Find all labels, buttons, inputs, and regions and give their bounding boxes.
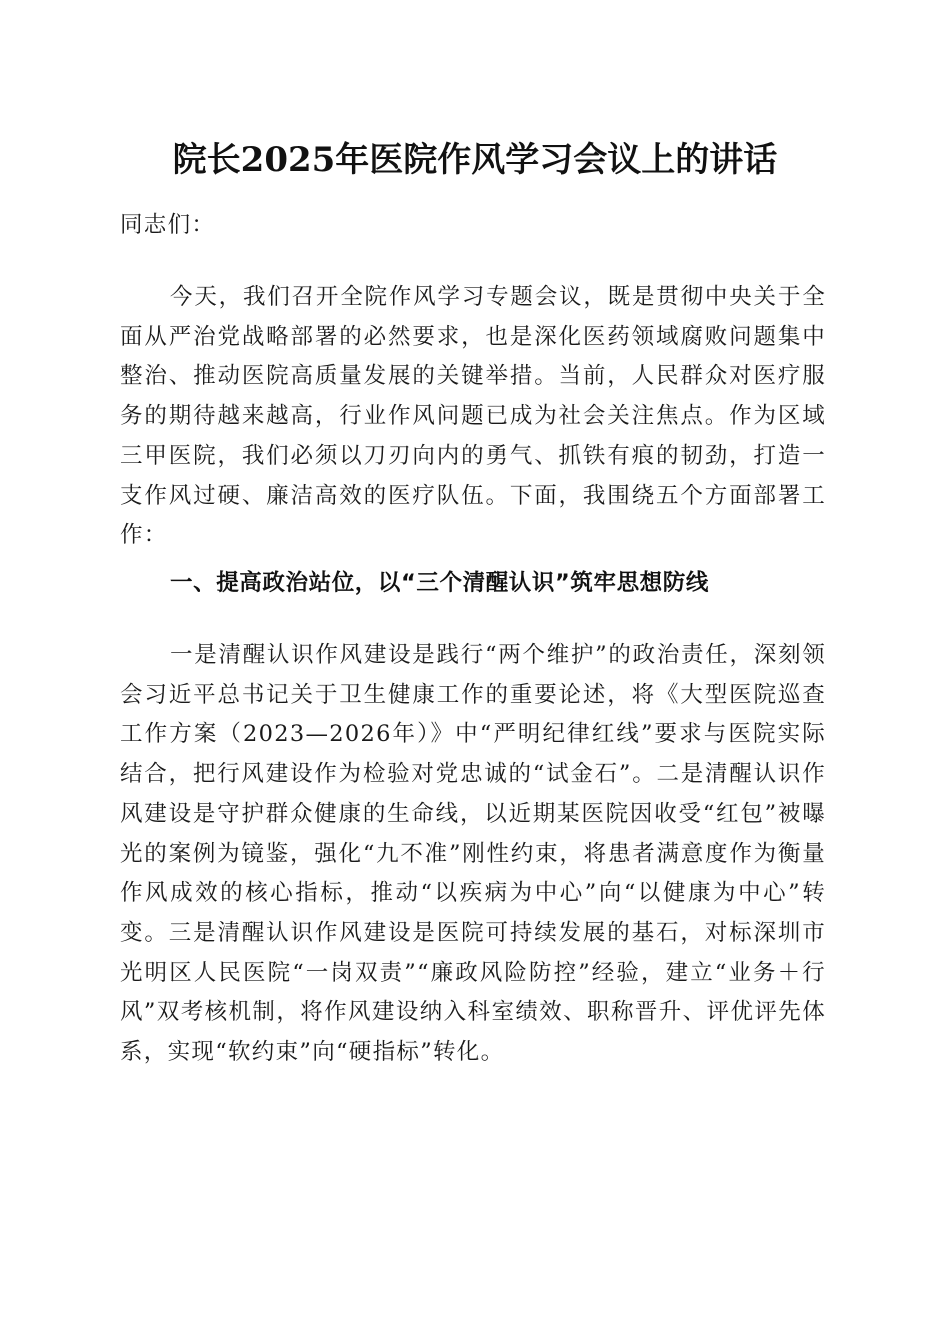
section-heading: 一、提高政治站位，以“三个清醒认识”筑牢思想防线 [170,570,709,596]
document-title: 院长2025年医院作风学习会议上的讲话 [172,140,778,180]
intro-paragraph: 今天，我们召开全院作风学习专题会议，既是贯彻中央关于全面从严治党战略部署的必然要求，也是深化医药领域腐败问题集中整治、推动医院高质量发展的关键举措。当前，人民群众对医疗服务的期待越来越高，行业作风问题已成为社会关注焦点。作为区域三甲医院，我们必须以刀刃向内的勇气、抓铁有痕的韧劲，打造一支作风过硬、廉洁高效的医疗队伍。下面，我围绕五个方面部署工作： [120,284,826,549]
salutation: 同志们： [120,212,216,238]
section-paragraph: 一是清醒认识作风建设是践行“两个维护”的政治责任，深刻领会习近平总书记关于卫生健康工作的重要论述，将《大型医院巡查工作方案（2023—2026年）》中“严明纪律红线”要求与医院实际结合，把行风建设作为检验对党忠诚的“试金石”。二是清醒认识作风建设是守护群众健康的生命线，以近期某医院因收受“红包”被曝光的案例为镜鉴，强化“九不准”刚性约束，将患者满意度作为衡量作风成效的核心指标，推动“以疾病为中心”向“以健康为中心”转变。三是清醒认识作风建设是医院可持续发展的基石，对标深圳市光明区人民医院“一岗双责”“廉政风险防控”经验，建立“业务＋行风”双考核机制，将作风建设纳入科室绩效、职称晋升、评优评先体系，实现“软约束”向“硬指标”转化。 [120,642,826,1066]
